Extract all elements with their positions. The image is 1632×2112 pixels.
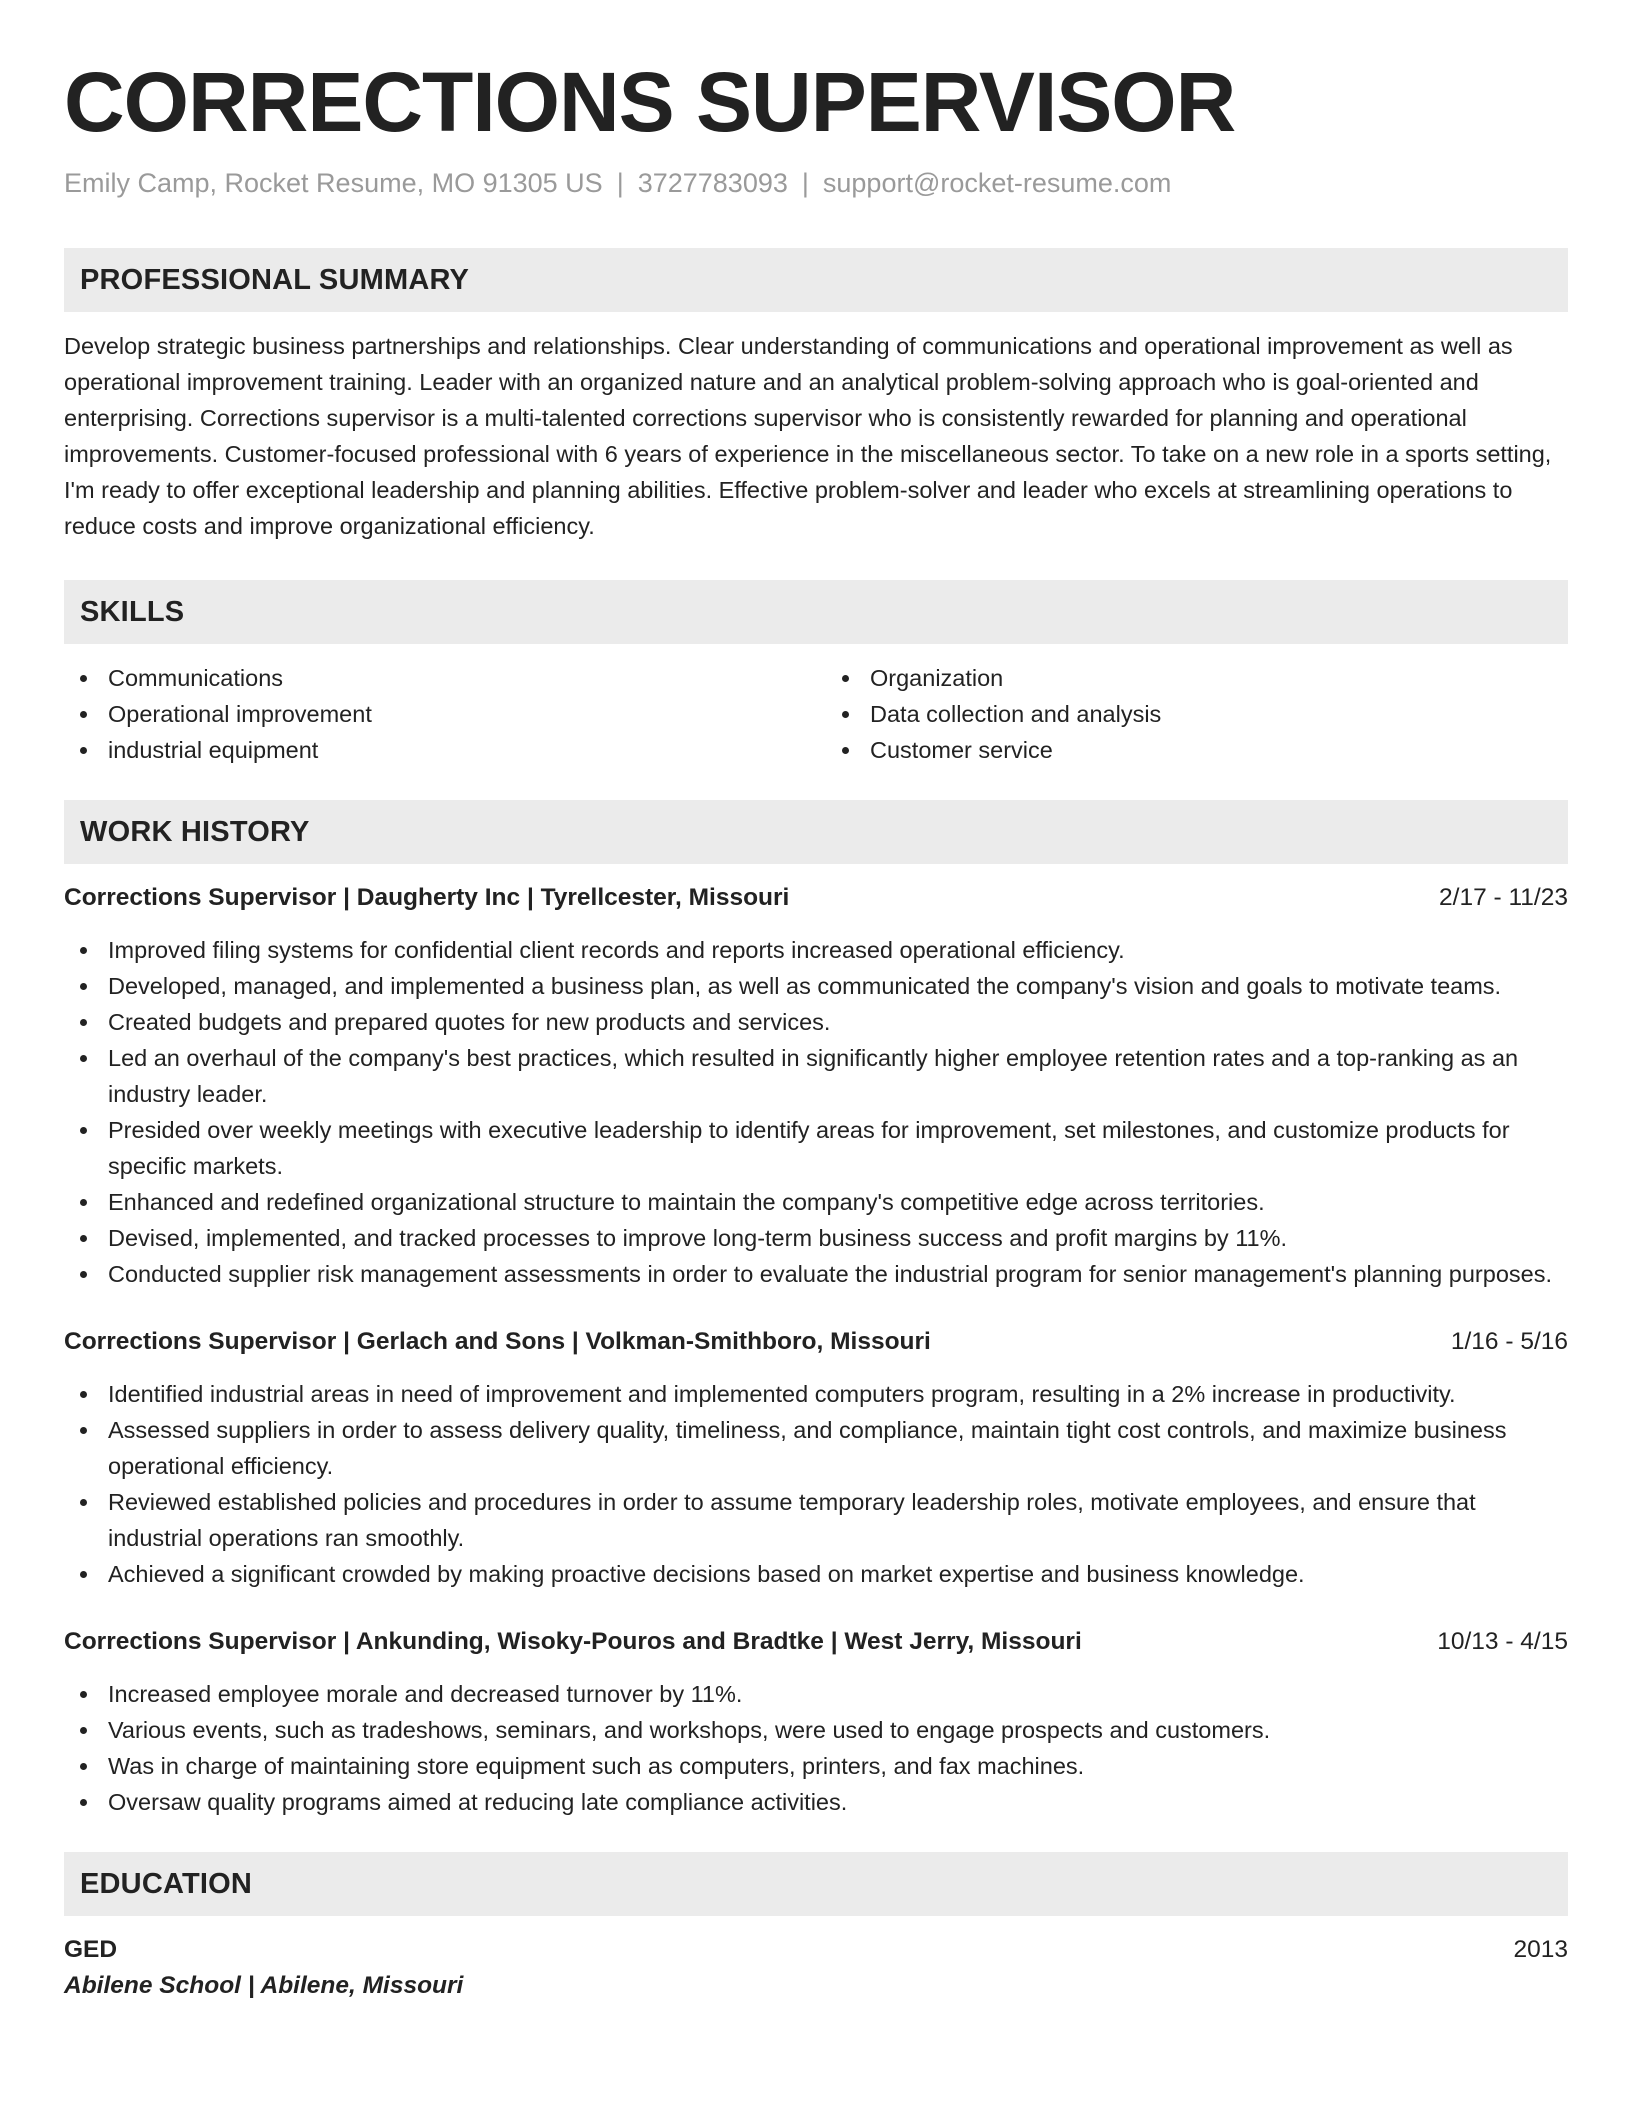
skill-item: Organization [826,660,1568,696]
job-bullet: Assessed suppliers in order to assess delivery quality, timeliness, and compliance, maintain tight cost controls, and maximize business operational efficiency. [64,1412,1568,1484]
job-bullets [64,1376,1568,1592]
job-bullet: Conducted supplier risk management assessments in order to evaluate the industrial program for senior management's planning purposes. [64,1256,1568,1292]
job-bullet: Improved filing systems for confidential client records and reports increased operational efficiency. [64,932,1568,968]
skills-column-left [64,660,806,768]
education-degree: GED [64,1936,118,1963]
job-bullet: Enhanced and redefined organizational structure to maintain the company's competitive edge across territories. [64,1184,1568,1220]
job-bullet: Identified industrial areas in need of improvement and implemented computers program, resulting in a 2% increase in productivity. [64,1376,1568,1412]
section-header-professional-summary: PROFESSIONAL SUMMARY [64,248,1568,312]
job-dates: 1/16 - 5/16 [1450,1328,1568,1355]
job-dates: 2/17 - 11/23 [1439,884,1568,911]
skill-item: Data collection and analysis [826,696,1568,732]
contact-line [64,166,1568,200]
education-entry [64,1932,1568,2004]
education-year: 2013 [1513,1936,1568,1963]
job-dates: 10/13 - 4/15 [1437,1628,1568,1655]
contact-address: Emily Camp, Rocket Resume, MO 91305 US [64,168,603,198]
summary-text: Develop strategic business partnerships and relationships. Clear understanding of communications and operational improvement as well as operational improvement training. Leader with an organized nature and an analytical problem-solving approach who is goal-oriented and enterprising. Corrections supervisor is a multi-talented corrections supervisor who is consistently rewarded for planning and operational improvements. Customer-focused professional with 6 years of experience in the miscellaneous sector. To take on a new role in a sports setting, I'm ready to offer exceptional leadership and planning abilities. Effective problem-solver and leader who excels at streamlining operations to reduce costs and improve organizational efficiency. [64,333,1552,539]
job-bullet: Oversaw quality programs aimed at reducing late compliance activities. [64,1784,1568,1820]
job-entry [64,1324,1568,1592]
job-bullet: Increased employee morale and decreased turnover by 11%. [64,1676,1568,1712]
job-bullet: Developed, managed, and implemented a business plan, as well as communicated the company's vision and goals to motivate teams. [64,968,1568,1004]
job-title: Corrections Supervisor | Gerlach and Sons | Volkman-Smithboro, Missouri [64,1328,931,1355]
job-title: Corrections Supervisor | Daugherty Inc | Tyrellcester, Missouri [64,884,790,911]
contact-separator: | [616,168,624,198]
skills-column-right [826,660,1568,768]
contact-email: support@rocket-resume.com [822,168,1172,198]
contact-separator: | [801,168,809,198]
contact-phone: 3727783093 [637,168,788,198]
skills-list [64,660,1568,768]
section-header-work-history: WORK HISTORY [64,800,1568,864]
job-bullet: Created budgets and prepared quotes for new products and services. [64,1004,1568,1040]
job-bullet: Achieved a significant crowded by making proactive decisions based on market expertise and business knowledge. [64,1556,1568,1592]
job-title: Corrections Supervisor | Ankunding, Wisoky-Pouros and Bradtke | West Jerry, Missouri [64,1628,1082,1655]
skill-item: Operational improvement [64,696,806,732]
education-school: Abilene School | Abilene, Missouri [64,1972,464,1999]
job-bullet: Was in charge of maintaining store equipment such as computers, printers, and fax machines. [64,1748,1568,1784]
job-entry [64,1624,1568,1820]
job-bullets [64,932,1568,1292]
job-heading [64,880,1568,916]
job-heading [64,1624,1568,1660]
job-bullets [64,1676,1568,1820]
job-bullet: Reviewed established policies and procedures in order to assume temporary leadership roles, motivate employees, and ensure that industrial operations ran smoothly. [64,1484,1568,1556]
section-header-education: EDUCATION [64,1852,1568,1916]
job-heading [64,1324,1568,1360]
skill-item: Customer service [826,732,1568,768]
section-header-skills: SKILLS [64,580,1568,644]
education-heading [64,1932,1568,1968]
job-bullet: Led an overhaul of the company's best practices, which resulted in significantly higher employee retention rates and a top-ranking as an industry leader. [64,1040,1568,1112]
resume-title: CORRECTIONS SUPERVISOR [64,55,1236,149]
job-bullet: Presided over weekly meetings with executive leadership to identify areas for improvement, set milestones, and customize products for specific markets. [64,1112,1568,1184]
job-bullet: Various events, such as tradeshows, seminars, and workshops, were used to engage prospects and customers. [64,1712,1568,1748]
skill-item: industrial equipment [64,732,806,768]
skill-item: Communications [64,660,806,696]
resume-page [64,52,1568,2004]
job-entry [64,880,1568,1292]
job-bullet: Devised, implemented, and tracked processes to improve long-term business success and profit margins by 11%. [64,1220,1568,1256]
